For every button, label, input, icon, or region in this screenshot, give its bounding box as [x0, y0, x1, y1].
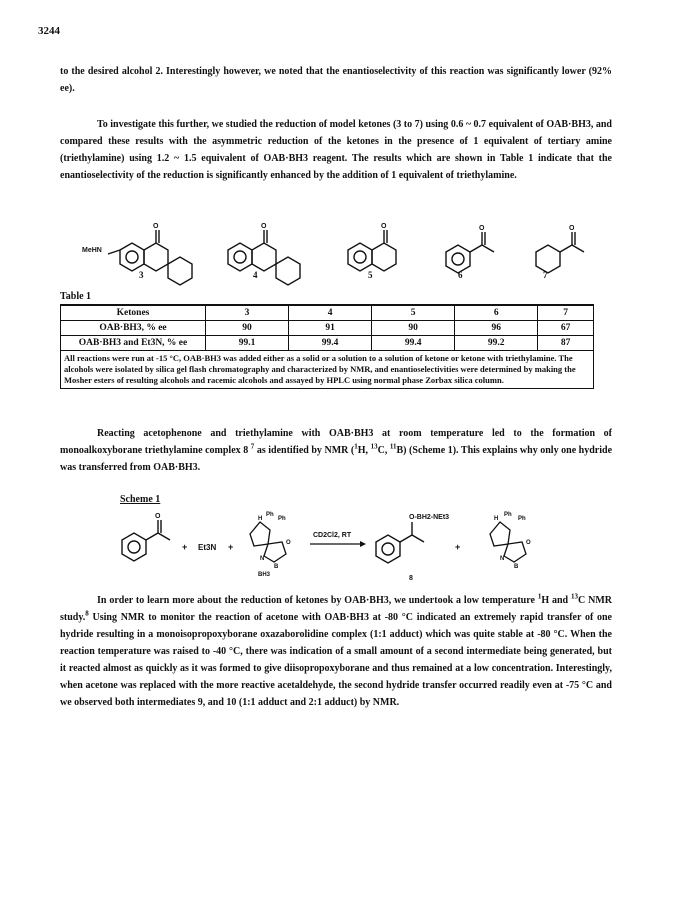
paragraph-2: To investigate this further, we studied the reduction of model ketones (3 to 7) using 0.6 ~ 0.7 equivalent of OAB·BH3, and compared these results with the asymmetric reduction of the ketones in the presence of 1 equivalent of tertiary amine (triethylamine) using 1.2 ~ 1.5 equivalent of OAB·BH3 reagent. The results which are shown in Table 1 indicate that the enantioselectivity of the reduction is significantly enhanced by the addition of 1 equivalent of triethylamine. — [60, 119, 612, 181]
superscript-h: 1 — [537, 592, 542, 601]
compound-7-structure — [536, 232, 584, 273]
oxaz-boron: B — [514, 564, 519, 570]
table-header-row — [61, 305, 594, 321]
oab-oxygen: O — [286, 540, 291, 546]
paragraph-3-text-c: H, — [357, 445, 371, 456]
carbonyl-oxygen-4: O — [261, 223, 267, 230]
product-8-structure — [376, 522, 424, 563]
arrow-head — [360, 541, 366, 547]
plus-sign: + — [455, 542, 461, 552]
methylamino-label: MeHN — [82, 247, 102, 254]
compound-label-4: 4 — [253, 270, 258, 280]
superscript-h: 1 — [354, 442, 358, 451]
oxaz-oxygen: O — [526, 540, 531, 546]
paragraph-4-text-b: H and — [541, 595, 571, 606]
superscript-b: 11 — [389, 442, 397, 451]
acetophenone-structure — [122, 520, 170, 561]
table-cell: 90 — [206, 321, 289, 336]
table-cell: 96 — [455, 321, 538, 336]
paragraph-3-text-e: B) (Scheme 1). This explains why only one hydride was transferred from OAB·BH3. — [60, 445, 613, 473]
superscript-c: 13 — [571, 592, 578, 601]
page-number: 3244 — [38, 25, 60, 37]
table-header-cell: 3 — [206, 305, 289, 321]
reference-7: 7 — [250, 442, 255, 451]
oxazaborolidine-structure — [490, 522, 526, 562]
table-cell: 99.4 — [372, 336, 455, 351]
compound-label-3: 3 — [139, 270, 144, 280]
table-cell: 90 — [372, 321, 455, 336]
paragraph-4-text-a: In order to learn more about the reduction of ketones by OAB·BH3, we undertook a low temperature — [97, 595, 538, 606]
table-header-cell: 6 — [455, 305, 538, 321]
table-header-cell: 4 — [289, 305, 372, 321]
table-cell: 67 — [538, 321, 594, 336]
oxaz-h: H — [494, 516, 499, 522]
product-boron-complex: O-BH2-NEt3 — [409, 514, 450, 521]
product-label-8: 8 — [409, 575, 413, 582]
reference-8: 8 — [85, 609, 89, 618]
paragraph-4-text-d: Using NMR to monitor the reaction of acetone with OAB·BH3 at -80 °C indicated an extremely rapid transfer of one hydride resulting in a monoisopropoxyborane oxazaborolidine complex (1:1 adduct) which was quite stable at -80 °C. When the reaction temperature was raised to -40 °C, there was indication of a small amount of a second intermediate being generated, but it reacted almost as quickly as it was formed to give diisopropoxyborane and thus remained at a low concentration. Interestingly, when acetone was replaced with the more reactive acetaldehyde, the second hydride transfer occurred readily even at -75 °C and we observed both intermediates 9, and 10 (1:1 adduct and 2:1 adduct) by NMR. — [60, 612, 612, 708]
oab-bh3: BH3 — [258, 572, 271, 578]
superscript-c: 13 — [370, 442, 378, 451]
table-row — [61, 321, 594, 336]
table-header-cell: 7 — [538, 305, 594, 321]
plus-sign: + — [228, 542, 234, 552]
table-row — [61, 336, 594, 351]
paragraph-4 — [60, 592, 612, 711]
results-table — [60, 304, 594, 389]
table-row-label: OAB·BH3 and Et3N, % ee — [61, 336, 206, 351]
ketone-structures — [60, 222, 612, 292]
oxaz-nitrogen: N — [500, 556, 505, 562]
carbonyl-oxygen-5: O — [381, 223, 387, 230]
paragraph-3 — [60, 425, 612, 476]
oxaz-ph-2: Ph — [518, 516, 526, 522]
acetophenone-oxygen: O — [155, 513, 161, 520]
plus-sign: + — [182, 542, 188, 552]
table-cell: 99.4 — [289, 336, 372, 351]
compound-3-structure — [108, 230, 192, 285]
scheme-1-diagram — [110, 504, 580, 584]
table-cell: 87 — [538, 336, 594, 351]
table-caption: Table 1 — [60, 291, 92, 302]
paragraph-3-text-b: as identified by NMR ( — [254, 445, 355, 456]
paragraph-3-text-d: C, — [377, 445, 390, 456]
paragraph-3-text-a: Reacting acetophenone and triethylamine with OAB·BH3 at room temperature led to the formation of monoalkoxyborane triethylamine complex 8 — [60, 428, 612, 456]
carbonyl-oxygen-6: O — [479, 225, 485, 232]
oxaz-ph-1: Ph — [504, 512, 512, 518]
compound-6-structure — [446, 232, 494, 273]
compound-label-6: 6 — [458, 270, 463, 280]
carbonyl-oxygen-3: O — [153, 223, 159, 230]
oab-ph-2: Ph — [278, 516, 286, 522]
table-footnote-row — [61, 351, 594, 389]
scheme-title: Scheme 1 — [120, 494, 161, 505]
carbonyl-oxygen-7: O — [569, 225, 575, 232]
compound-5-structure — [348, 230, 396, 271]
compound-label-7: 7 — [543, 270, 548, 280]
table-header-cell: 5 — [372, 305, 455, 321]
oab-boron: B — [274, 564, 279, 570]
oab-ph-1: Ph — [266, 512, 274, 518]
paragraph-4-text-c: C NMR study. — [60, 595, 612, 623]
table-header-label: Ketones — [61, 305, 206, 321]
triethylamine-label: Et3N — [198, 543, 217, 552]
compound-4-structure — [228, 230, 300, 285]
table-cell: 99.2 — [455, 336, 538, 351]
reaction-conditions: CD2Cl2, RT — [313, 532, 352, 539]
oab-nitrogen: N — [260, 556, 265, 562]
table-cell: 91 — [289, 321, 372, 336]
paragraph-1: to the desired alcohol 2. Interestingly however, we noted that the enantioselectivity of this reaction was significantly lower (92% ee). — [60, 66, 612, 94]
oab-bh3-structure — [250, 522, 286, 562]
table-row-label: OAB·BH3, % ee — [61, 321, 206, 336]
table-footnote: All reactions were run at -15 °C, OAB·BH3 was added either as a solid or a solution to a solution of ketone or ketone with triethylamine. The alcohols were isolated by silica gel flash chromatography and characterized by NMR, and enantioselectivities were determined by making the Mosher esters of resulting alcohols and racemic alcohols and assayed by HPLC using normal phase Zorbax silica column. — [61, 351, 594, 389]
compound-label-5: 5 — [368, 270, 373, 280]
table-cell: 99.1 — [206, 336, 289, 351]
oab-h: H — [258, 516, 263, 522]
